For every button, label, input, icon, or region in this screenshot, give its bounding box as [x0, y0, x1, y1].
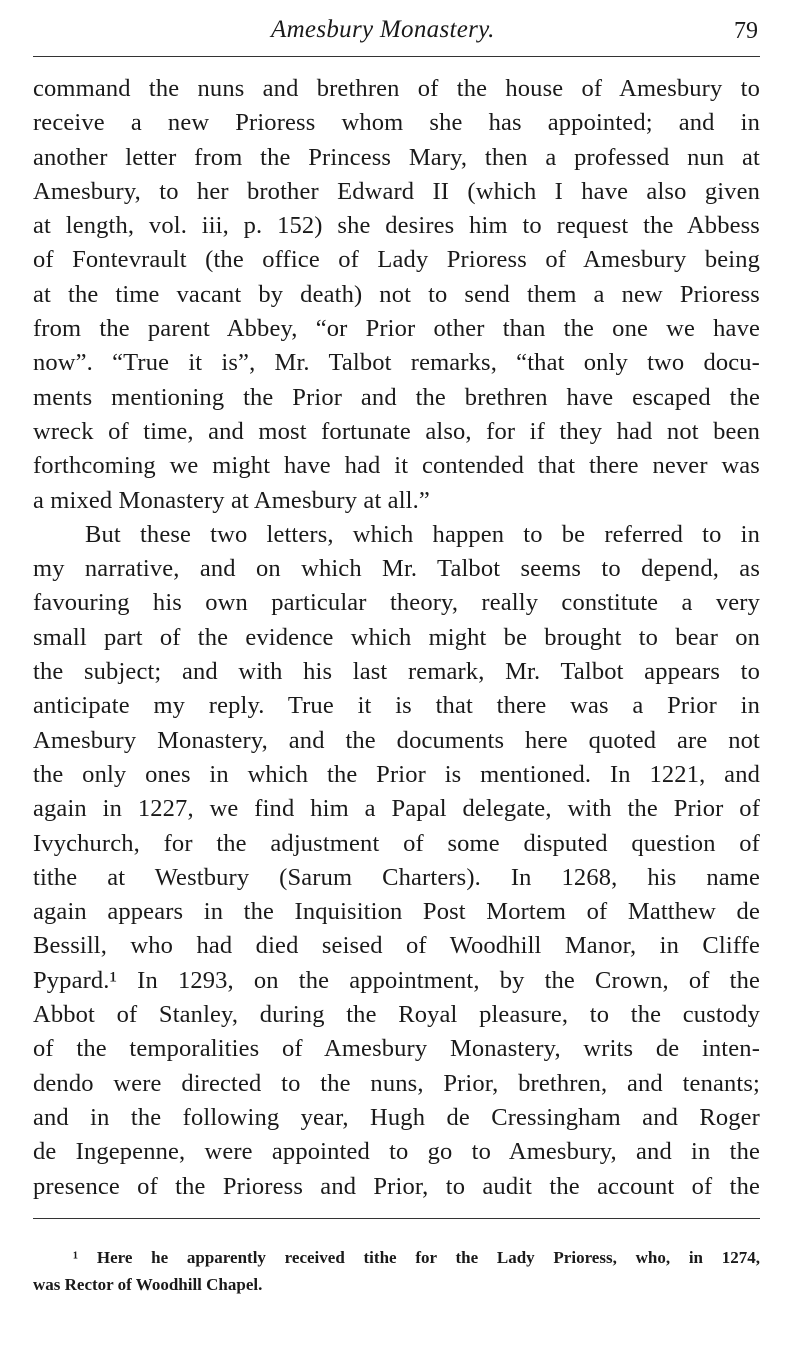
text-line: Pypard.¹ In 1293, on the appointment, by the Crown, of the — [33, 966, 760, 994]
text-line: and in the following year, Hugh de Cressingham and Roger — [33, 1103, 760, 1131]
running-header — [33, 14, 760, 48]
text-line: forthcoming we might have had it contended that there never was — [33, 452, 760, 480]
text-line: at length, vol. iii, p. 152) she desires him to request the Abbess — [33, 212, 760, 240]
text-line: tithe at Westbury (Sarum Charters). In 1268, his name — [33, 863, 760, 891]
footnote-line: was Rector of Woodhill Chapel. — [33, 1275, 263, 1294]
text-line: anticipate my reply. True it is that there was a Prior in — [33, 692, 760, 720]
text-line: But these two letters, which happen to be referred to in — [85, 520, 760, 548]
text-line: presence of the Prioress and Prior, to audit the account of the — [33, 1172, 760, 1200]
text-line: receive a new Prioress whom she has appointed; and in — [33, 109, 760, 137]
page-number: 79 — [734, 18, 758, 44]
text-line: Ivychurch, for the adjustment of some disputed question of — [33, 829, 760, 857]
text-line: again in 1227, we find him a Papal delegate, with the Prior of — [33, 795, 760, 823]
text-line: again appears in the Inquisition Post Mortem of Matthew de — [33, 898, 760, 926]
footnote — [33, 1244, 760, 1298]
text-line: Abbot of Stanley, during the Royal pleasure, to the custody — [33, 1001, 760, 1029]
text-line: now”. “True it is”, Mr. Talbot remarks, “that only two docu- — [33, 349, 760, 377]
text-line: ments mentioning the Prior and the brethren have escaped the — [33, 383, 760, 411]
text-line: dendo were directed to the nuns, Prior, brethren, and tenants; — [33, 1069, 760, 1097]
text-line: the only ones in which the Prior is mentioned. In 1221, and — [33, 760, 760, 788]
header-rule — [33, 56, 760, 57]
footnote-rule — [33, 1218, 760, 1219]
text-line: Amesbury, to her brother Edward II (which I have also given — [33, 177, 760, 205]
body-text — [33, 72, 760, 1204]
text-line: of the temporalities of Amesbury Monastery, writs de inten- — [33, 1035, 760, 1063]
text-line: of Fontevrault (the office of Lady Prioress of Amesbury being — [33, 246, 760, 274]
text-line: the subject; and with his last remark, Mr. Talbot appears to — [33, 658, 760, 686]
text-line: Amesbury Monastery, and the documents here quoted are not — [33, 726, 760, 754]
text-line: Bessill, who had died seised of Woodhill Manor, in Cliffe — [33, 932, 760, 960]
text-line: de Ingepenne, were appointed to go to Amesbury, and in the — [33, 1138, 760, 1166]
running-title: Amesbury Monastery. — [271, 16, 495, 43]
text-line: at the time vacant by death) not to send them a new Prioress — [33, 280, 760, 308]
text-line: my narrative, and on which Mr. Talbot seems to depend, as — [33, 555, 760, 583]
footnote-line: ¹ Here he apparently received tithe for the Lady Prioress, who, in 1274, — [73, 1248, 760, 1267]
text-line: from the parent Abbey, “or Prior other than the one we have — [33, 315, 760, 343]
text-line: command the nuns and brethren of the house of Amesbury to — [33, 75, 760, 102]
text-line: another letter from the Princess Mary, then a professed nun at — [33, 143, 760, 171]
text-line: wreck of time, and most fortunate also, for if they had not been — [33, 417, 760, 445]
text-line: a mixed Monastery at Amesbury at all.” — [33, 486, 430, 514]
text-line: small part of the evidence which might be brought to bear on — [33, 623, 760, 651]
text-line: favouring his own particular theory, really constitute a very — [33, 589, 760, 617]
